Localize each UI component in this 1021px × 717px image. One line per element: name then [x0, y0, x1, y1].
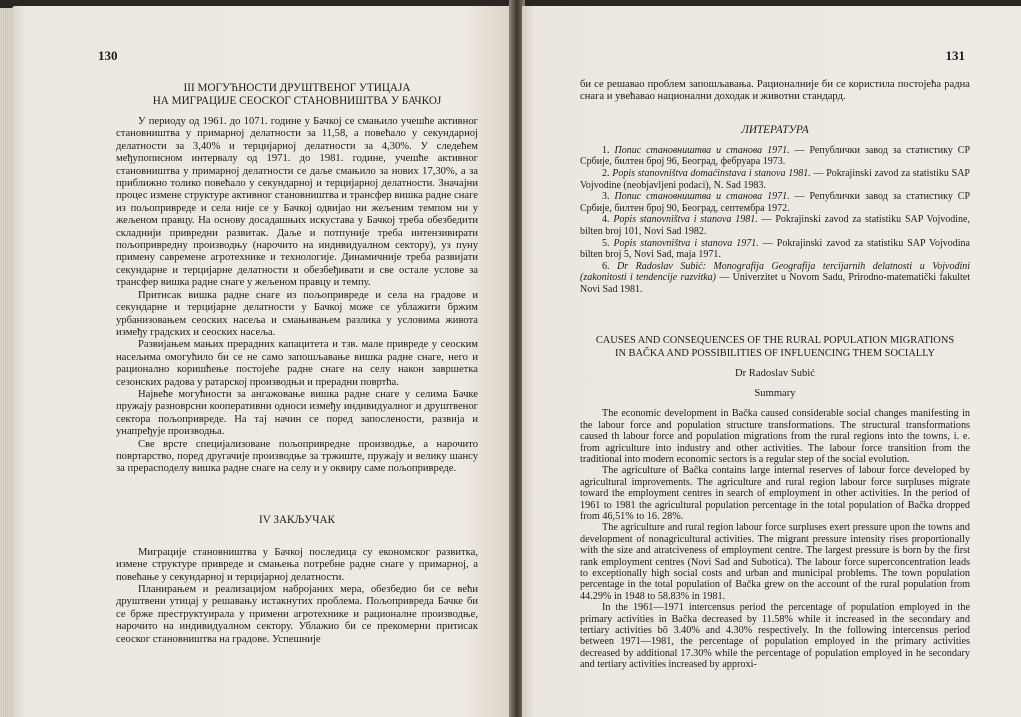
paragraph: У периоду од 1961. до 1071. године у Бачкој се смањило учешће активног становништва у примарној делатности за 11,58, а повећало у секундарној делатности за 3,40% и терцијарној делатности за 4,30%. У следећем међупописном интервалу од 1971. до 1981. године, учешће активног становништва у примарној делатности се даље смањило за нових 17,30%, а за приближно толико повећало у секундарној и терцијарној делатности. Значајни процес измене структуре активног становништва и трансфер вишка радне снаге из пољопривреде и села није се у Бачкој одвијао ни жељеним темпом ни у жељеном правцу. На основу досадашњих искустава у Бачкој треба обезбедити складнији привредни развитак. Даље и потпуније треба интензивирати пољопривредну производњу (нарочито на индивидуалном сектору), уз пуну примену савремене агротехнике и технологије. Динамичније треба развијати секундарне и терцијарне делатности и обезбеђивати и све остале услове за трансфер вишка радне снаге у жељеном правцу и темпу.	[116, 116, 478, 289]
reference-item: 2. Popis stanovništva domaćinstava i stanova 1981. — Pokrajinski zavod za statistiku SAP Vojvodine (neobjavljeni podaci), N. Sad 1983.	[580, 168, 970, 191]
right-page	[522, 6, 1021, 717]
author: Dr Radoslav Subić	[734, 367, 816, 379]
paragraph: Притисак вишка радне снаге из пољопривреде и села на градове и секундарне и терцијарне делатности у Бачкој може се ублажити бржим урбанизовањем сеоских насеља и смањивањем разлика у условима живота између градских и сеоских насеља.	[116, 289, 478, 338]
paragraph: Планирањем и реализацијом набројаних мера, обезбедио би се већи друштвени утицај у решавању истакнутих проблема. Пољопривреда Бачке би се брже преструктуирала у примени агротехнике и рационалне производње, нарочито на индивидуалном сектору. Ублажио би се прекомерни притисак сеоског становништва на градове. Успешније	[116, 584, 478, 645]
reference-item: 3. Попис становништва и станова 1971. — Републички завод за статистику СР Србије, билтен број 90, Београд, септембра 1972.	[580, 191, 971, 214]
reference-item: 1. Попис становништва и станова 1971. — Републички завод за статистику СР Србије, билтен број 96, Београд, фебруара 1973.	[580, 144, 971, 168]
summary-paragraph: The agriculture and rural region labour force surpluses exert pressure upon the towns and development of nonagricultural activities. The migrant pressure intensity rises proportionally with the size and atratciveness of employment centre. The largest pressure is born by the first rank employment centres (Novi Sad and Subotica). The labour force superconcentration leads to exceptionally high social costs and urban and municipal problems. The town population percentage in the total population of Bačka grew on the account of the rural population from 44.29% in 1948 to 58.83% in 1981.	[580, 522, 970, 602]
summary-paragraph: In the 1961—1971 intercensus period the percentage of population employed in the primary activities in Bačka decreased by 11.58% while it increased in the secondary and tertiary activities bõ 3.40% and 4.30% respectively. In the following intercensus period between 1971—1981, the percentage of population employed in the primary activities decreased by additional 17.30% while the percentage of population employed in he secondary and tertiary activities increased by approxi-	[580, 602, 970, 671]
paragraph: Миграције становништва у Бачкој последица су економског развитка, измене структуре привреде и смањења потребне радне снаге у примарној, а повећање у секундарној и терцијарној делатности.	[116, 546, 478, 583]
summary-paragraph: The agriculture of Bačka contains large internal reserves of labour force developed by agricultural improvements. The agriculture and rural region labour force surpluses migrate toward the employment centres in search of employment in other activities. In the period of 1961 to 1981 the agricultural population percentage in the total population of Bačka dropped from 46,51% to 16. 28%.	[580, 465, 970, 522]
page-number-right: 131	[945, 48, 965, 63]
page-number-left: 130	[98, 48, 118, 63]
paragraph: Развијањем мањих прерадних капацитета и тзв. мале привреде у сеоским насељима омогућило би се не само запошљавање вишка радне снаге, него и рационално коришћење постојеће радне снаге на селу након завршетка сезонских радова у ратарској производњи и прерадни повртћа.	[116, 339, 478, 388]
paragraph: Највеће могућности за ангажовање вишка радне снаге у селима Бачке пружају разноврсни кооперативни односи између индивидуалног и друштвеног сектора пољопривреде. На тај начин се поред запослености, развија и унапређује производња.	[116, 388, 478, 438]
reference-item: 5. Popis stanovništva i stanova 1971. — Pokrajinski zavod za statistiku SAP Vojvodina bilten broj 5, Novi Sad, maja 1971.	[580, 237, 970, 261]
right-page-content	[580, 79, 970, 671]
summary-paragraph: The economic development in Bačka caused considerable social changes manifesting in the labour force and population structure transformations. The structural transformations caused th labour force and population migrations from the rural regions into the towns, i. e. from agriculture into industry and other activities. The labour force transition from the traditional into modern economic sectors is a regular step of the social evolution.	[580, 408, 970, 465]
left-page	[12, 6, 512, 717]
continuation-paragraph: би се решавао проблем запошљавања. Рационалније би се користила постојећа радна снага и увећавао национални доходак и животни стандард.	[580, 79, 970, 103]
literature-title: ЛИТЕРАТУРА	[741, 123, 809, 136]
english-title-line-2: IN BAČKA AND POSSIBILITIES OF INFLUENCING THEM SOCIALLY	[614, 347, 936, 359]
english-title-line-1: CAUSES AND CONSEQUENCES OF THE RURAL POPULATION MIGRATIONS	[595, 334, 955, 346]
reference-item: 6. Dr Radoslav Subić: Monografija Geografija tercijarnih delatnosti u Vojvodini (zakonitosti i tendencije razvitka) — Univerzitet u Novom Sadu, Prirodno-matematički fakultet Novi Sad 1981.	[580, 260, 970, 295]
left-page-content	[116, 82, 478, 646]
section-title-3-line-2: НА МИГРАЦИЈЕ СЕОСКОГ СТАНОВНИШТВА У БАЧКОЈ	[152, 95, 442, 107]
section-title-3-line-1: III МОГУЋНОСТИ ДРУШТВЕНОГ УТИЦАЈА	[183, 82, 411, 94]
summary-label: Summary	[754, 387, 796, 399]
reference-item: 4. Popis stanovništva i stanova 1981. — Pokrajinski zavod za statistiku SAP Vojvodine, bilten broj 101, Novi Sad 1982.	[580, 214, 970, 237]
paragraph: Све врсте специјализоване пољопривредне производње, а нарочито повртарство, поред другачије производње за тржиште, пружају и велику шансу за прерасподелу вишка радне снаге на селу и у оквиру саме пољопривреде.	[116, 438, 478, 475]
section-title-conclusion: IV ЗАКЉУЧАК	[258, 513, 336, 526]
